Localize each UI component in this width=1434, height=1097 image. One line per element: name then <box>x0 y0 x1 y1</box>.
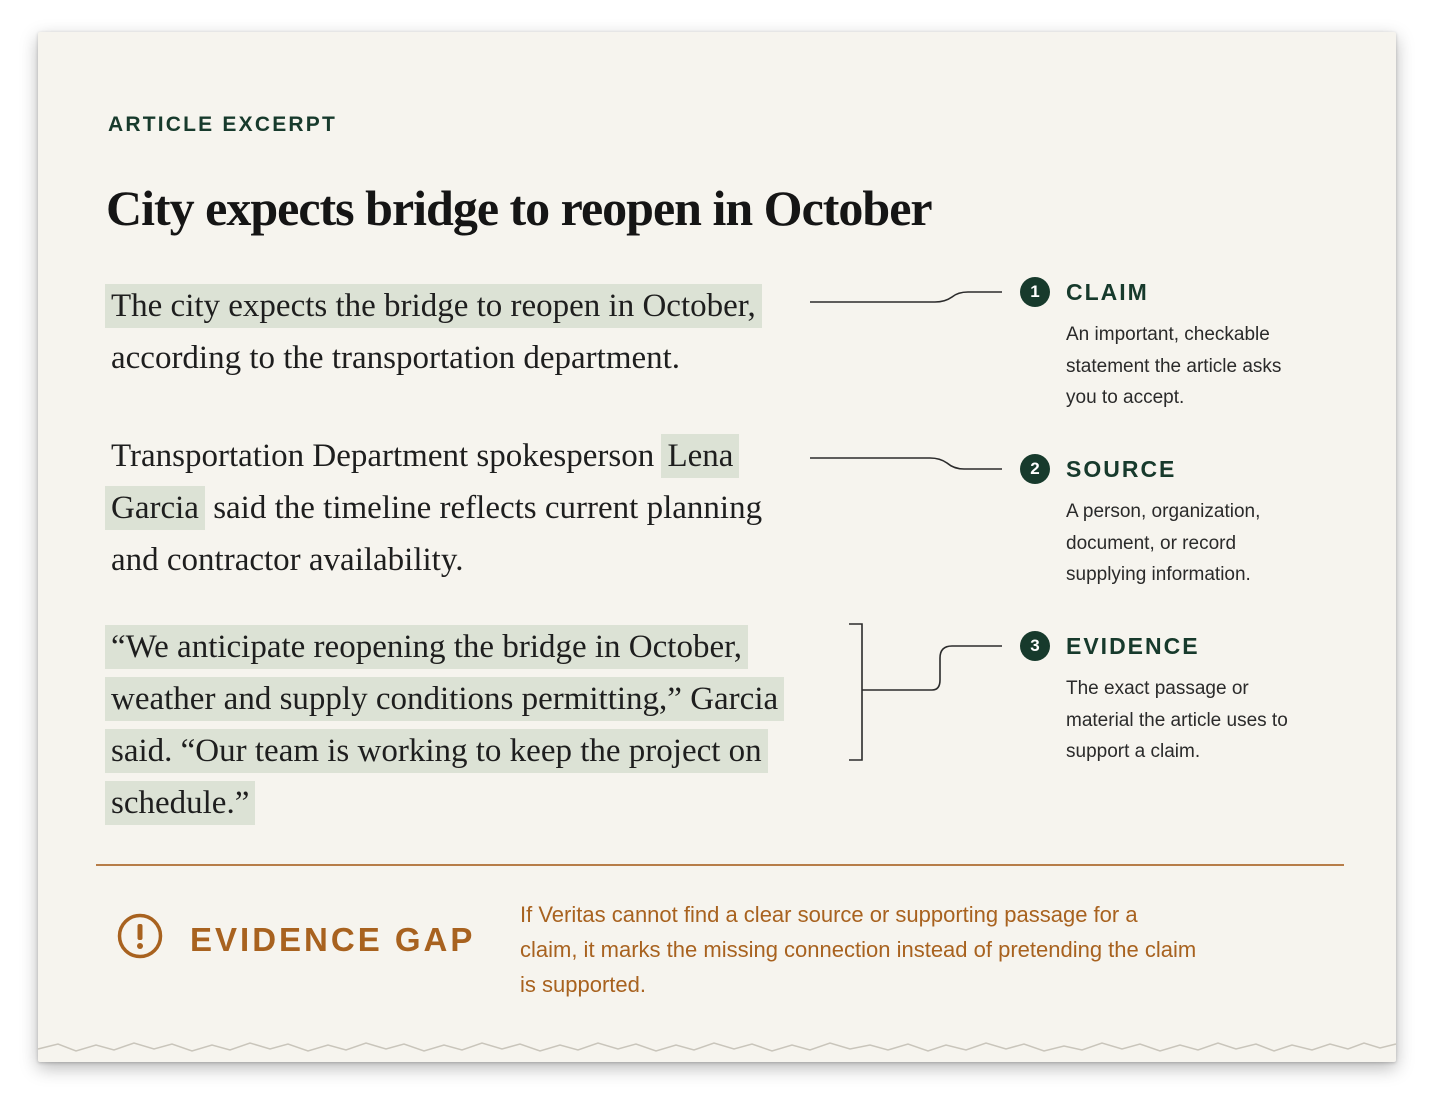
exclamation-circle-icon <box>117 913 163 959</box>
torn-paper-edge <box>30 1030 1404 1070</box>
paragraph-evidence <box>106 621 784 829</box>
number-badge-1: 1 <box>1020 277 1050 307</box>
annotation-source <box>1020 454 1320 591</box>
paragraph-source <box>106 430 762 586</box>
annotation-description: An important, checkable statement the article asks you to accept. <box>1066 324 1282 408</box>
number-badge-3: 3 <box>1020 631 1050 661</box>
paragraph-text: according to the transportation department. <box>111 340 681 376</box>
source-highlight-first[interactable]: Lena <box>661 434 739 478</box>
evidence-highlight[interactable]: said. “Our team is working to keep the project on <box>105 729 768 773</box>
paragraph-text: Transportation Department spokesperson <box>111 438 663 474</box>
evidence-gap-description: If Veritas cannot find a clear source or supporting passage for a claim, it marks the missing connection instead of pretending the claim is supported. <box>520 902 1197 997</box>
evidence-gap-title: EVIDENCE GAP <box>190 921 476 958</box>
section-divider <box>96 864 1344 866</box>
paragraph-text: said the timeline reflects current planning <box>204 490 763 526</box>
annotation-title: CLAIM <box>1066 279 1149 305</box>
annotation-title: SOURCE <box>1066 456 1177 482</box>
number-badge-2: 2 <box>1020 454 1050 484</box>
paragraph-claim <box>106 280 762 384</box>
paragraph-text: and contractor availability. <box>111 542 464 578</box>
annotation-evidence <box>1020 631 1320 768</box>
evidence-highlight[interactable]: schedule.” <box>105 781 255 825</box>
annotation-description: The exact passage or material the article uses to support a claim. <box>1066 678 1288 762</box>
source-highlight-last[interactable]: Garcia <box>105 486 205 530</box>
evidence-highlight[interactable]: “We anticipate reopening the bridge in October, <box>105 625 748 669</box>
claim-highlight[interactable]: The city expects the bridge to reopen in October, <box>105 284 762 328</box>
annotation-claim <box>1020 277 1320 414</box>
annotation-description: A person, organization, document, or record supplying information. <box>1066 501 1261 585</box>
article-headline: City expects bridge to reopen in October <box>106 180 932 236</box>
evidence-highlight[interactable]: weather and supply conditions permitting,” Garcia <box>105 677 784 721</box>
annotation-title: EVIDENCE <box>1066 633 1200 659</box>
section-label: ARTICLE EXCERPT <box>108 113 338 136</box>
